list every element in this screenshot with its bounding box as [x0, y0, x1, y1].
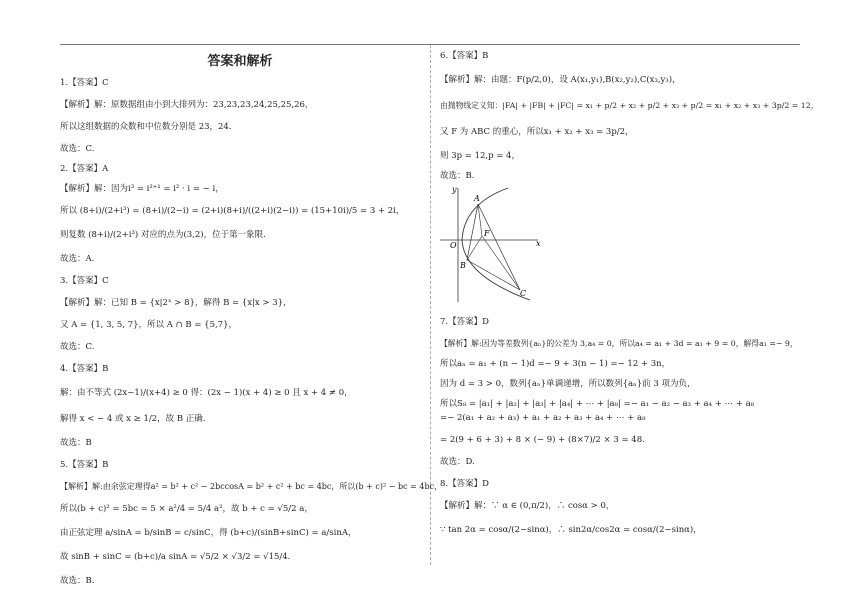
q5-choice: 故选：B.	[60, 576, 95, 586]
q5-step1: 所以(b + c)² = 5bc = 5 × a²/4 = 5/4 a²，故 b + c = √5/2 a，	[60, 504, 313, 514]
q4-answer: 4.【答案】B	[60, 364, 109, 374]
point-a-label: A	[474, 194, 480, 203]
q1-answer: 1.【答案】C	[60, 78, 109, 88]
q6-answer: 6.【答案】B	[440, 51, 489, 61]
q1-conclusion: 所以这组数据的众数和中位数分别是 23，24.	[60, 122, 232, 132]
q5-step2: 由正弦定理 a/sinA = b/sinB = c/sinC，得 (b+c)/(sinB+sinC) = a/sinA，	[60, 528, 357, 538]
q7-answer: 7.【答案】D	[440, 317, 489, 327]
page-title: 答案和解析	[207, 54, 273, 69]
q3-choice: 故选：C.	[60, 342, 95, 352]
q3-step: 又 A = {1, 3, 5, 7}，所以 A ∩ B = {5,7}，	[60, 320, 237, 330]
left-column	[60, 46, 443, 586]
q4-conclusion: 解得 x < − 4 或 x ≥ 1/2，故 B 正确.	[60, 414, 206, 424]
q8-answer: 8.【答案】D	[440, 479, 489, 489]
point-c-label: C	[520, 289, 527, 298]
q3-analysis: 【解析】解：已知 B = {x|2ˣ > 8}，解得 B = {x|x > 3}，	[60, 298, 292, 308]
point-b-label: B	[460, 261, 466, 270]
x-label: x	[536, 239, 541, 248]
q7-step4: =− 2(a₁ + a₂ + a₃) + a₁ + a₂ + a₃ + a₄ + ⋯ + a₈	[440, 413, 646, 423]
q6-step2: 又 F 为 ABC 的重心，所以x₁ + x₂ + x₃ = 3p/2，	[440, 127, 634, 137]
q5-analysis: 【解析】解:由余弦定理得a² = b² + c² − 2bccosA = b² + c² + bc = 4bc，所以(b + c)² − bc = 4bc，	[60, 482, 443, 491]
q3-answer: 3.【答案】C	[60, 276, 109, 286]
q7-choice: 故选：D.	[440, 457, 475, 467]
q2-conclusion: 则复数 (8+i)/(2+i³) 对应的点为(3,2)，位于第一象限.	[60, 230, 266, 240]
q2-analysis: 【解析】解：因为i³ = i²⁺¹ = i² · i = − i，	[60, 184, 224, 194]
q2-answer: 2.【答案】A	[60, 164, 109, 174]
q2-step: 所以 (8+i)/(2+i³) = (8+i)/(2−i) = (2+i)(8+i)/((2+i)(2−i)) = (15+10i)/5 = 3 + 2i，	[60, 206, 405, 216]
point-f-label: F	[484, 229, 490, 238]
q1-analysis: 【解析】解：原数据组由小到大排列为：23,23,23,24,25,25,26，	[60, 100, 314, 110]
q6-step1: 由抛物线定义知：|FA| + |FB| + |FC| = x₁ + p/2 + x₂ + p/2 + x₃ + p/2 = x₁ + x₂ + x₃ + 3p/2 = 12，	[440, 101, 819, 110]
q2-choice: 故选：A.	[60, 254, 95, 264]
q6-analysis: 【解析】解：由题：F(p/2,0)，设 A(x₁,y₁),B(x₂,y₂),C(x₃,y₃)，	[440, 75, 681, 85]
origin-label: O	[450, 241, 457, 250]
segment-fc	[482, 236, 520, 290]
q5-step3: 故 sinB + sinC = (b+c)/a sinA = √5/2 × √3/2 = √15/4.	[60, 552, 291, 562]
q7-step1: 所以aₙ = a₁ + (n − 1)d =− 9 + 3(n − 1) =− 12 + 3n，	[440, 359, 671, 369]
q7-step3: 所以S₈ = |a₁| + |a₂| + |a₃| + |a₄| + ⋯ + |a₈| =− a₁ − a₂ − a₃ + a₄ + ⋯ + a₈	[440, 399, 755, 409]
q1-choice: 故选：C.	[60, 144, 95, 154]
q4-analysis: 解：由不等式 (2x−1)/(x+4) ≥ 0 得：(2x − 1)(x + 4) ≥ 0 且 x + 4 ≠ 0，	[60, 388, 353, 398]
q4-choice: 故选：B	[60, 438, 92, 448]
segment-bc	[467, 260, 520, 290]
q8-step1: ∵ tan 2α = cosα/(2−sinα)，∴ sin2α/cos2α = cosα/(2−sinα)，	[440, 525, 702, 535]
q8-analysis: 【解析】解：∵ α ∈ (0,π/2)，∴ cosα > 0，	[440, 501, 615, 511]
right-column	[440, 46, 819, 535]
parabola-figure	[440, 184, 550, 306]
q5-answer: 5.【答案】B	[60, 460, 109, 470]
q7-step2: 因为 d = 3 > 0，数列{aₙ}单调递增，所以数列{aₙ}前 3 项为负，	[440, 379, 696, 389]
q7-analysis: 【解析】解:因为等差数列{aₙ}的公差为 3,a₄ = 0，所以a₄ = a₁ + 3d = a₁ + 9 = 0，解得a₁ =− 9，	[440, 339, 798, 348]
q6-step3: 则 3p = 12,p = 4，	[440, 151, 520, 161]
parabola-curve	[462, 188, 530, 300]
q7-step5: = 2(9 + 6 + 3) + 8 × (− 9) + (8×7)/2 × 3 = 48.	[440, 435, 645, 445]
y-label: y	[452, 185, 457, 194]
q6-choice: 故选：B.	[440, 171, 475, 181]
